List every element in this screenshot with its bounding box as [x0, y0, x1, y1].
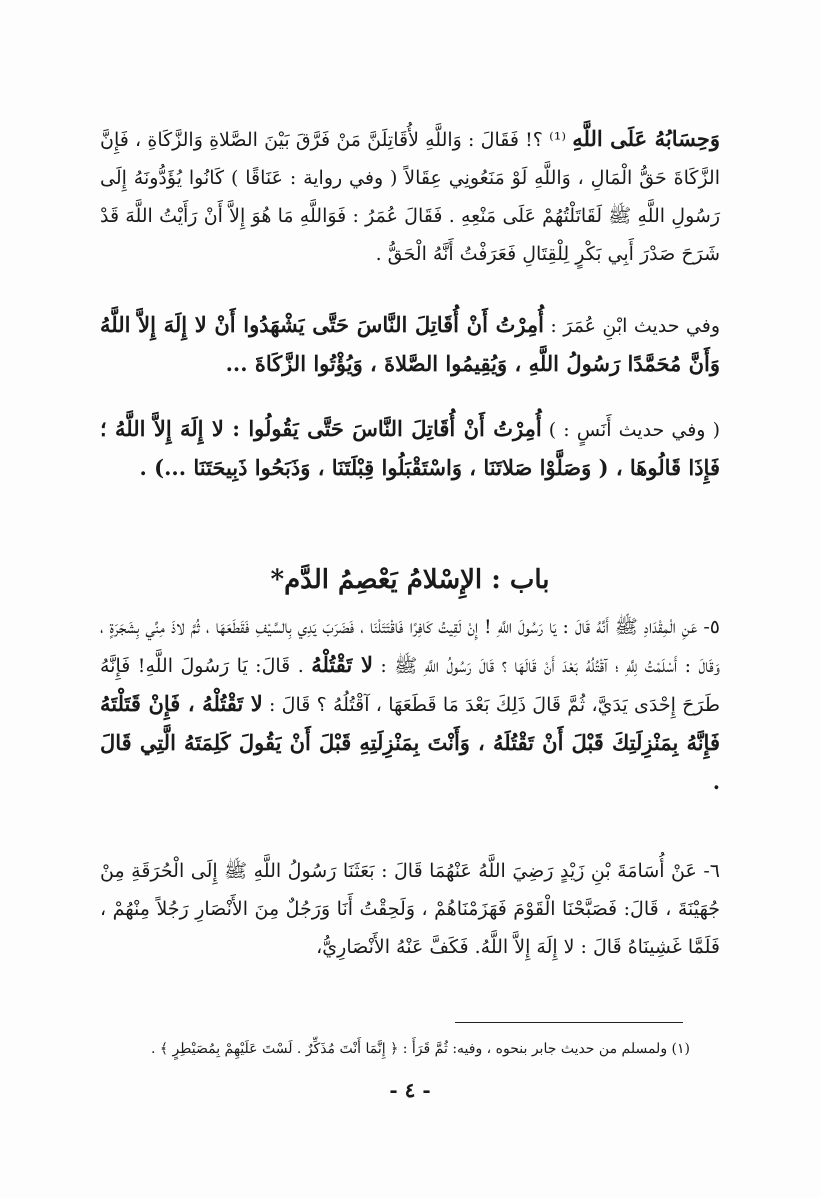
- bold-phrase: لا تَقْتُلْهُ ، فَإِنْ قَتَلْتَهُ فَإِنَّهُ بِمَنْزِلَتِكَ قَبْلَ أَنْ تَقْتُلَهُ ، وَأَنْتَ بِمَنْزِلَتِهِ قَبْلَ أَنْ يَقُولَ كَلِمَتَهُ الَّتِي قَالَ .: [100, 691, 720, 794]
- paragraph-text: ٦- عَنْ أُسَامَةَ بْنِ زَيْدٍ رَضِيَ اللَّهُ عَنْهُمَا قَالَ : بَعَثَنَا رَسُولُ اللَّهِ ﷺ إِلَى الْحُرَقَةِ مِنْ جُهَيْنَةَ ، قَالَ: فَصَبَّحْنَا الْقَوْمَ فَهَزَمْنَاهُمْ ، وَلَحِقْتُ أَنَا وَرَجُلٌ مِنَ الأَنْصَارِ رَجُلاً مِنْهُمْ ، فَلَمَّا غَشِينَاهُ قَالَ : لا إِلَهَ إِلاَّ اللَّهُ. فَكَفَّ عَنْهُ الأَنْصَارِيُّ،: [100, 860, 720, 958]
- paragraph-text: . قَالَ: يَا رَسُولَ اللَّهِ! فَإِنَّهُ طَرَحَ إِحْدَى يَدَيَّ، ثُمَّ قَالَ ذَلِكَ بَعْدَ مَا قَطَعَهَا ، آقْتُلُهُ ؟ قَالَ :: [100, 655, 720, 716]
- paragraph-hadith-5: [100, 608, 720, 802]
- hadith-text-bold: أُمِرْتُ أَنْ أُقَاتِلَ النَّاسَ حَتَّى يَشْهَدُوا أَنْ لا إِلَهَ إِلاَّ اللَّهُ وَأَنَّ مُحَمَّدًا رَسُولُ اللَّهِ ، وَيُقِيمُوا الصَّلاةَ ، وَيُؤْتُوا الزَّكَاةَ ...: [100, 312, 720, 376]
- paragraph-ibn-umar: [100, 306, 720, 384]
- narrator-intro: ( وفي حديث أَنَسٍ : ): [541, 419, 720, 441]
- bold-phrase: لا تَقْتُلْهُ: [311, 652, 373, 677]
- paragraph-hadith-continuation: [100, 120, 720, 273]
- page-number: - ٤ -: [389, 1078, 431, 1102]
- chapter-heading: باب : الإِسْلامُ يَعْصِمُ الدَّم*: [270, 565, 550, 595]
- paragraph-hadith-6: [100, 852, 720, 966]
- hadith-text-bold: أُمِرْتُ أَنْ أُقَاتِلَ النَّاسَ حَتَّى يَقُولُوا : لا إِلَهَ إِلاَّ اللَّهُ ؛ فَإِذَا قَالُوهَا ، ( وَصَلَّوْا صَلاتَنَا ، وَاسْتَقْبَلُوا قِبْلَتَنَا ، وَذَبَحُوا ذَبِيحَتَنَا ...) .: [100, 416, 720, 480]
- footnote: (١) ولمسلم من حديث جابر بنحوه ، وفيه: ثُمَّ قَرَأَ : ﴿ إِنَّمَا أَنْتَ مُذَكِّرٌ . لَسْتَ عَلَيْهِمْ بِمُصَيْطِرٍ ﴾ .: [150, 1041, 690, 1057]
- paragraph-text: ⁽¹⁾ ؟! فَقَالَ : وَاللَّهِ لأُقَاتِلَنَّ مَنْ فَرَّقَ بَيْنَ الصَّلاةِ وَالزَّكَاةِ ، فَإِنَّ الزَّكَاةَ حَقُّ الْمَالِ ، وَاللَّهِ لَوْ مَنَعُونِي عِقَالاً ( وفي رواية : عَنَاقًا ) كَانُوا يُؤَدُّونَهُ إِلَى رَسُولِ اللَّهِ ﷺ لَقَاتَلْتُهُمْ عَلَى مَنْعِهِ . فَقَالَ عُمَرُ : فَوَاللَّهِ مَا هُوَ إِلاَّ أَنْ رَأَيْتُ اللَّهَ قَدْ شَرَحَ صَدْرَ أَبِي بَكْرٍ لِلْقِتَالِ فَعَرَفْتُ أَنَّهُ الْحَقُّ .: [100, 129, 720, 265]
- paragraph-anas: [100, 410, 720, 488]
- paragraph-text: ٥- عَنِ الْمِقْدَادِ ﷺ أَنَّهُ قَالَ : يَا رَسُولَ اللَّهِ ! إِنْ لَقِيتُ كَافِرًا فَاقْتَتَلْنَا ، فَضَرَبَ يَدِي بِالسَّيْفِ فَقَطَعَهَا ، ثُمَّ لاذَ مِنِّي بِشَجَرَةٍ ، وَقَالَ : أَسْلَمْتُ لِلَّهِ ؛ آقْتُلُهُ بَعْدَ أَنْ قَالَهَا ؟ قَالَ رَسُولُ اللَّهِ ﷺ :: [100, 616, 720, 677]
- bold-phrase: وَحِسَابُهُ عَلَى اللَّهِ: [572, 126, 720, 151]
- narrator-intro: وفي حديث ابْنِ عُمَرَ :: [544, 315, 720, 337]
- footnote-divider: [455, 1022, 683, 1023]
